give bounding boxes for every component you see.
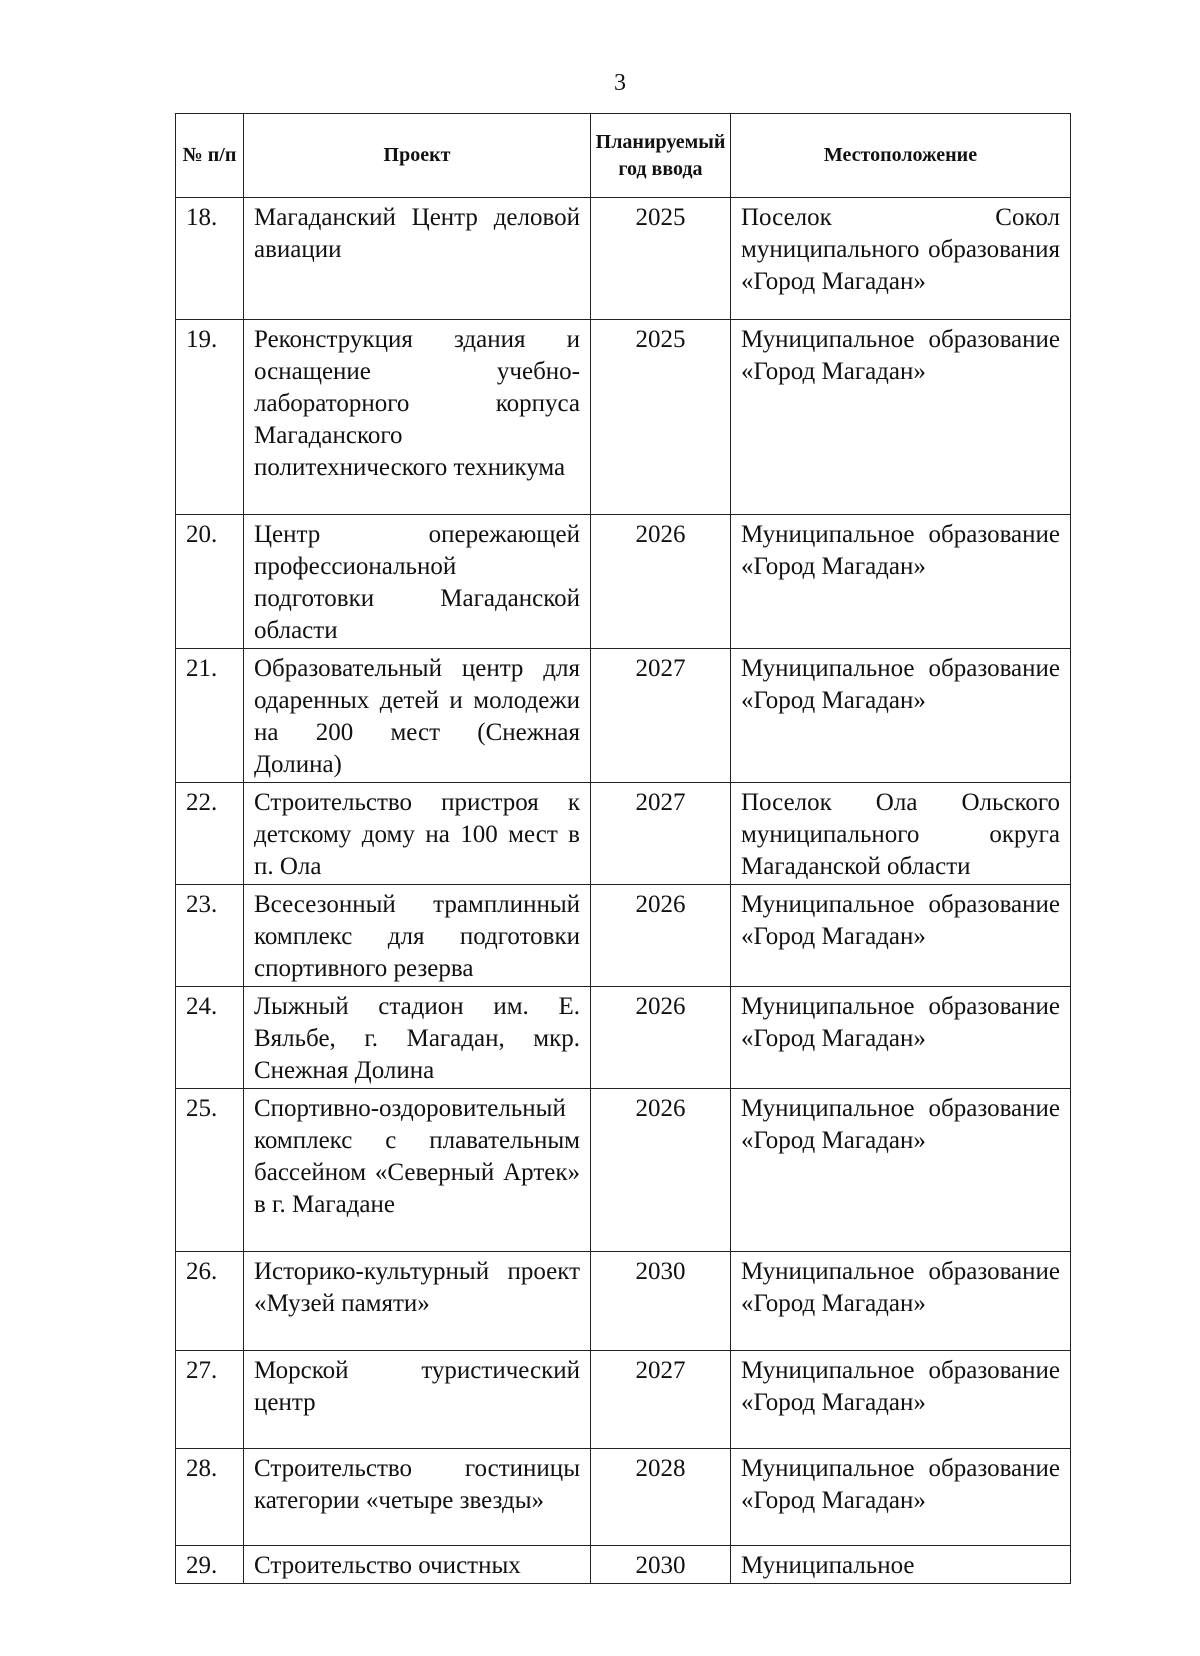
row-number: 20. xyxy=(176,515,244,649)
row-location: Поселок Сокол муниципального образования «Город Магадан» xyxy=(731,198,1071,320)
page-number: 3 xyxy=(614,70,626,96)
row-location: Муниципальное образование «Город Магадан» xyxy=(731,649,1071,783)
row-number: 18. xyxy=(176,198,244,320)
row-location: Муниципальное образование «Город Магадан» xyxy=(731,1089,1071,1252)
row-project: Магаданский Центр деловой авиации xyxy=(244,198,591,320)
row-project: Историко-культурный проект «Музей памяти» xyxy=(244,1252,591,1351)
row-location: Муниципальное образование «Город Магадан» xyxy=(731,320,1071,515)
row-location: Муниципальное образование «Город Магадан» xyxy=(731,987,1071,1089)
row-number: 24. xyxy=(176,987,244,1089)
row-year: 2030 xyxy=(591,1546,731,1584)
row-project: Спортивно-оздоровительный комплекс с плавательным бассейном «Северный Артек» в г. Магадане xyxy=(244,1089,591,1252)
header-number: № п/п xyxy=(176,114,244,198)
row-year: 2030 xyxy=(591,1252,731,1351)
row-project: Строительство пристроя к детскому дому на 100 мест в п. Ола xyxy=(244,783,591,885)
row-year: 2026 xyxy=(591,515,731,649)
table-row xyxy=(176,1546,1071,1584)
table-header-row xyxy=(176,114,1071,198)
row-year: 2025 xyxy=(591,198,731,320)
row-number: 28. xyxy=(176,1449,244,1546)
row-number: 19. xyxy=(176,320,244,515)
row-location: Муниципальное образование «Город Магадан» xyxy=(731,1252,1071,1351)
table-row xyxy=(176,198,1071,320)
row-year: 2026 xyxy=(591,987,731,1089)
table-row xyxy=(176,320,1071,515)
table-row xyxy=(176,515,1071,649)
row-year: 2025 xyxy=(591,320,731,515)
table-row xyxy=(176,783,1071,885)
row-year: 2026 xyxy=(591,1089,731,1252)
table-row xyxy=(176,1449,1071,1546)
row-number: 26. xyxy=(176,1252,244,1351)
row-location: Муниципальное образование «Город Магадан» xyxy=(731,1449,1071,1546)
row-number: 27. xyxy=(176,1351,244,1449)
row-project: Строительство очистных xyxy=(244,1546,591,1584)
row-location: Поселок Ола Ольского муниципального округа Магаданской области xyxy=(731,783,1071,885)
row-location: Муниципальное образование «Город Магадан» xyxy=(731,885,1071,987)
row-project: Строительство гостиницы категории «четыре звезды» xyxy=(244,1449,591,1546)
row-number: 23. xyxy=(176,885,244,987)
row-project: Всесезонный трамплинный комплекс для подготовки спортивного резерва xyxy=(244,885,591,987)
row-number: 21. xyxy=(176,649,244,783)
table-row xyxy=(176,987,1071,1089)
table-row xyxy=(176,1252,1071,1351)
header-project: Проект xyxy=(244,114,591,198)
row-location: Муниципальное xyxy=(731,1546,1071,1584)
row-number: 22. xyxy=(176,783,244,885)
row-project: Морской туристический центр xyxy=(244,1351,591,1449)
table-row xyxy=(176,1089,1071,1252)
row-year: 2027 xyxy=(591,783,731,885)
row-project: Лыжный стадион им. Е. Вяльбе, г. Магадан, мкр. Снежная Долина xyxy=(244,987,591,1089)
projects-table xyxy=(175,113,1071,1584)
table-row xyxy=(176,1351,1071,1449)
row-number: 25. xyxy=(176,1089,244,1252)
row-project: Реконструкция здания и оснащение учебно-лабораторного корпуса Магаданского политехнического техникума xyxy=(244,320,591,515)
row-year: 2028 xyxy=(591,1449,731,1546)
header-year: Планируемый год ввода xyxy=(591,114,731,198)
row-year: 2027 xyxy=(591,649,731,783)
row-location: Муниципальное образование «Город Магадан» xyxy=(731,515,1071,649)
header-location: Местоположение xyxy=(731,114,1071,198)
row-project: Центр опережающей профессиональной подготовки Магаданской области xyxy=(244,515,591,649)
row-project: Образовательный центр для одаренных детей и молодежи на 200 мест (Снежная Долина) xyxy=(244,649,591,783)
row-year: 2027 xyxy=(591,1351,731,1449)
table-row xyxy=(176,885,1071,987)
table-row xyxy=(176,649,1071,783)
row-location: Муниципальное образование «Город Магадан» xyxy=(731,1351,1071,1449)
row-year: 2026 xyxy=(591,885,731,987)
row-number: 29. xyxy=(176,1546,244,1584)
